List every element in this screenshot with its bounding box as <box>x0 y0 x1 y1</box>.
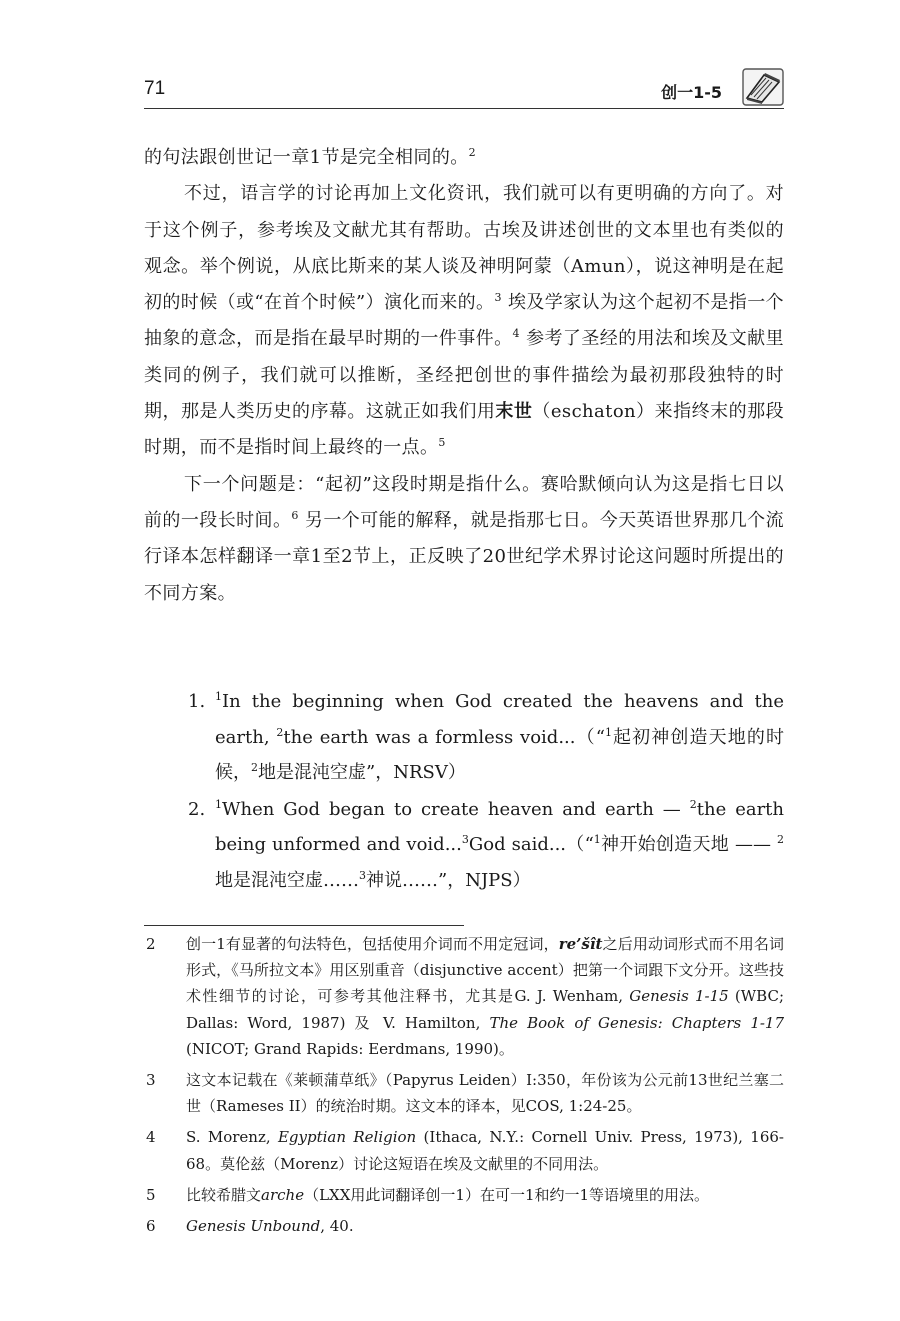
footnote-4: 4 S. Morenz, Egyptian Religion (Ithaca, N.Y.: Cornell Univ. Press, 1973), 166-68。莫伦兹（Morenz）讨论这短语在埃及文献里的不同用法。 <box>146 1128 784 1173</box>
footnote-ref-6[interactable]: 6 <box>291 508 299 522</box>
list-number: 1. <box>188 691 206 712</box>
footnote-rule <box>144 925 464 926</box>
footnote-ref-2[interactable]: 2 <box>468 146 477 159</box>
footnote-3: 3 这文本记载在《莱顿蒲草纸》（Papyrus Leiden）I:350，年份该为公元前13世纪兰塞二世（Rameses II）的统治时期。这文本的译本，见COS, 1:24-25。 <box>146 1071 784 1116</box>
footnote-ref-5[interactable]: 5 <box>438 436 446 450</box>
footnotes <box>144 931 784 1244</box>
header-rule <box>144 108 784 109</box>
paragraph-3: 下一个问题是：“起初”这段时期是指什么。赛哈默倾向认为这是指七日以前的一段长时间。$^6$ 另一个可能的解释，就是指那七日。今天英语世界那几个流行译本怎样翻译一章1至2节上，正反映了20世纪学术界讨论这问题时所提出的不同方案。 <box>144 473 784 604</box>
translation-list <box>188 684 784 899</box>
footnote-ref-4[interactable]: 4 <box>512 327 520 341</box>
footnote-5: 5 比较希腊文arche（LXX用此词翻译创一1）在可一1和约一1等语境里的用法。 <box>146 1185 710 1204</box>
footnote-6: 6 Genesis Unbound, 40. <box>146 1217 354 1236</box>
footnote-ref-3[interactable]: 3 <box>494 291 502 305</box>
list-item: 2. $^1$When God began to create heaven and earth — $^2$the earth being unformed and void...$^3$God said...（“$^1$神开始创造天地 —— $^2$地是混沌空虚……$^3$神说……”，NJPS） <box>188 792 784 899</box>
paragraph-1: 的句法跟创世记一章1节是完全相同的。$^2$ <box>144 146 477 168</box>
page-header <box>144 68 784 110</box>
list-item: 1. $^1$In the beginning when God created the heavens and the earth, $^2$the earth was a formless void...（“$^1$起初神创造天地的时候，$^2$地是混沌空虚”，NRSV） <box>188 684 784 791</box>
paragraph-2: 不过，语言学的讨论再加上文化资讯，我们就可以有更明确的方向了。对于这个例子，参考埃及文献尤其有帮助。古埃及讲述创世的文本里也有类似的观念。举个例说，从底比斯来的某人谈及神明阿蒙（Amun），说这神明是在起初的时候（或“在首个时候”）演化而来的。$^3$ 埃及学家认为这个起初不是指一个抽象的意念，而是指在最早时期的一件事件。$^4$ 参考了圣经的用法和埃及文献里类同的例子，我们就可以推断，圣经把创世的事件描绘为最初那段独特的时期，那是人类历史的序幕。这就正如我们用末世（eschaton）来指终末的那段时期，而不是指时间上最终的一点。$^5$ <box>144 183 785 459</box>
main-text <box>144 140 784 612</box>
footnote-2: 2 创一1有显著的句法特色，包括使用介词而不用定冠词，re’šît之后用动词形式而不用名词形式，《马所拉文本》用区别重音（disjunctive accent）把第一个词跟下文分开。这些技术性细节的讨论，可参考其他注释书，尤其是G. J. Wenham, Genesis 1-15 (WBC; Dallas: Word, 1987) 及 V. Hamilton, The Book of Genesis: Chapters 1-17 (NICOT; Grand Rapids: Eerdmans, 1990)。 <box>146 935 785 1058</box>
running-head: 创一1-5 <box>661 83 722 102</box>
page-number: 71 <box>144 78 166 99</box>
bold-term: 末世 <box>495 401 533 423</box>
scroll-book-icon <box>742 68 784 106</box>
list-number: 2. <box>188 798 206 820</box>
